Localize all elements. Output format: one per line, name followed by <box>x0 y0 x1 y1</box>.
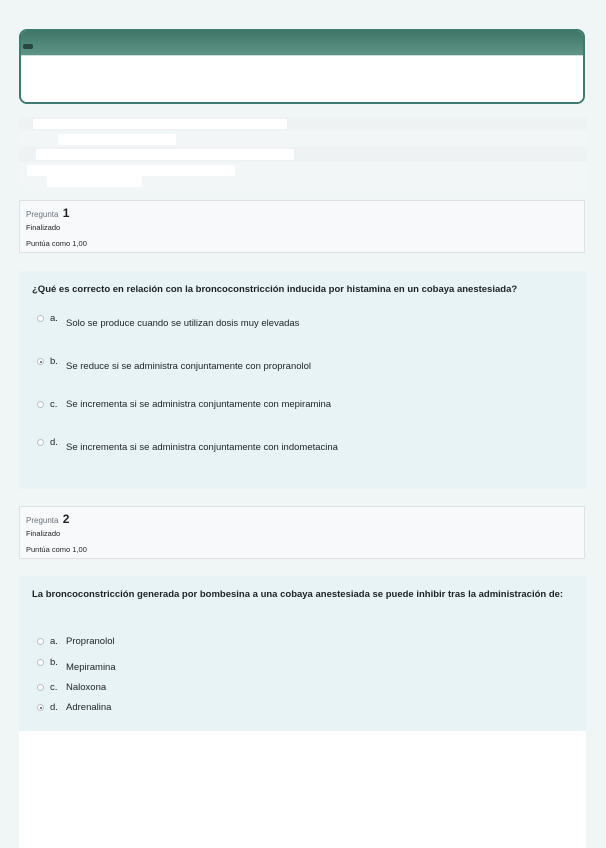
answer-letter: b. <box>50 657 58 668</box>
answer-text: Propranolol <box>66 636 115 647</box>
attempt-summary-table <box>19 117 587 190</box>
summary-row <box>19 162 587 190</box>
answer-text: Mepiramina <box>66 662 116 673</box>
radio-button[interactable] <box>37 638 44 645</box>
redacted-text <box>33 119 287 129</box>
redacted-text <box>47 176 142 187</box>
question-grade: Puntúa como 1,00 <box>26 545 87 554</box>
answer-letter: a. <box>50 313 58 324</box>
question-number: 2 <box>62 512 70 526</box>
header-badge <box>23 44 33 49</box>
header-band <box>21 31 583 55</box>
answer-letter: a. <box>50 636 58 647</box>
question-grade: Puntúa como 1,00 <box>26 239 87 248</box>
redacted-text <box>58 134 176 145</box>
answer-text: Se reduce si se administra conjuntamente con propranolol <box>66 361 312 372</box>
question-state: Finalizado <box>26 223 61 232</box>
answer-text: Se incrementa si se administra conjuntamente con mepiramina <box>66 399 332 410</box>
answer-text: Se incrementa si se administra conjuntamente con indometacina <box>66 442 338 453</box>
course-header-card <box>19 29 585 104</box>
radio-button-selected[interactable] <box>37 704 44 711</box>
question-1-content <box>19 271 586 489</box>
radio-button[interactable] <box>37 659 44 666</box>
redacted-text <box>27 165 235 176</box>
answer-text: Adrenalina <box>66 702 112 713</box>
answer-letter: d. <box>50 437 58 448</box>
answer-text: Naloxona <box>66 682 107 693</box>
question-prefix: Pregunta <box>26 516 59 525</box>
summary-row <box>19 147 587 163</box>
question-2-content <box>19 576 586 731</box>
answer-letter: d. <box>50 702 58 713</box>
radio-button[interactable] <box>37 684 44 691</box>
summary-row <box>19 117 587 132</box>
question-text: La broncoconstricción generada por bombesina a una cobaya anestesiada se puede inhibir tras la administración de: <box>32 589 564 600</box>
summary-row <box>19 131 587 148</box>
radio-button[interactable] <box>37 401 44 408</box>
answer-text: Solo se produce cuando se utilizan dosis muy elevadas <box>66 318 300 329</box>
answer-letter: c. <box>50 682 58 693</box>
answer-letter: c. <box>50 399 58 410</box>
radio-button[interactable] <box>37 315 44 322</box>
radio-button-selected[interactable] <box>37 358 44 365</box>
question-prefix: Pregunta <box>26 210 59 219</box>
header-body <box>21 55 583 103</box>
next-question-area <box>19 731 586 848</box>
redacted-text <box>36 149 294 160</box>
radio-button[interactable] <box>37 439 44 446</box>
question-1-info <box>19 200 585 253</box>
answer-letter: b. <box>50 356 58 367</box>
question-state: Finalizado <box>26 529 61 538</box>
question-2-info <box>19 506 585 559</box>
question-text: ¿Qué es correcto en relación con la broncoconstricción inducida por histamina en un cobaya anestesiada? <box>32 284 518 295</box>
question-number: 1 <box>62 206 70 220</box>
